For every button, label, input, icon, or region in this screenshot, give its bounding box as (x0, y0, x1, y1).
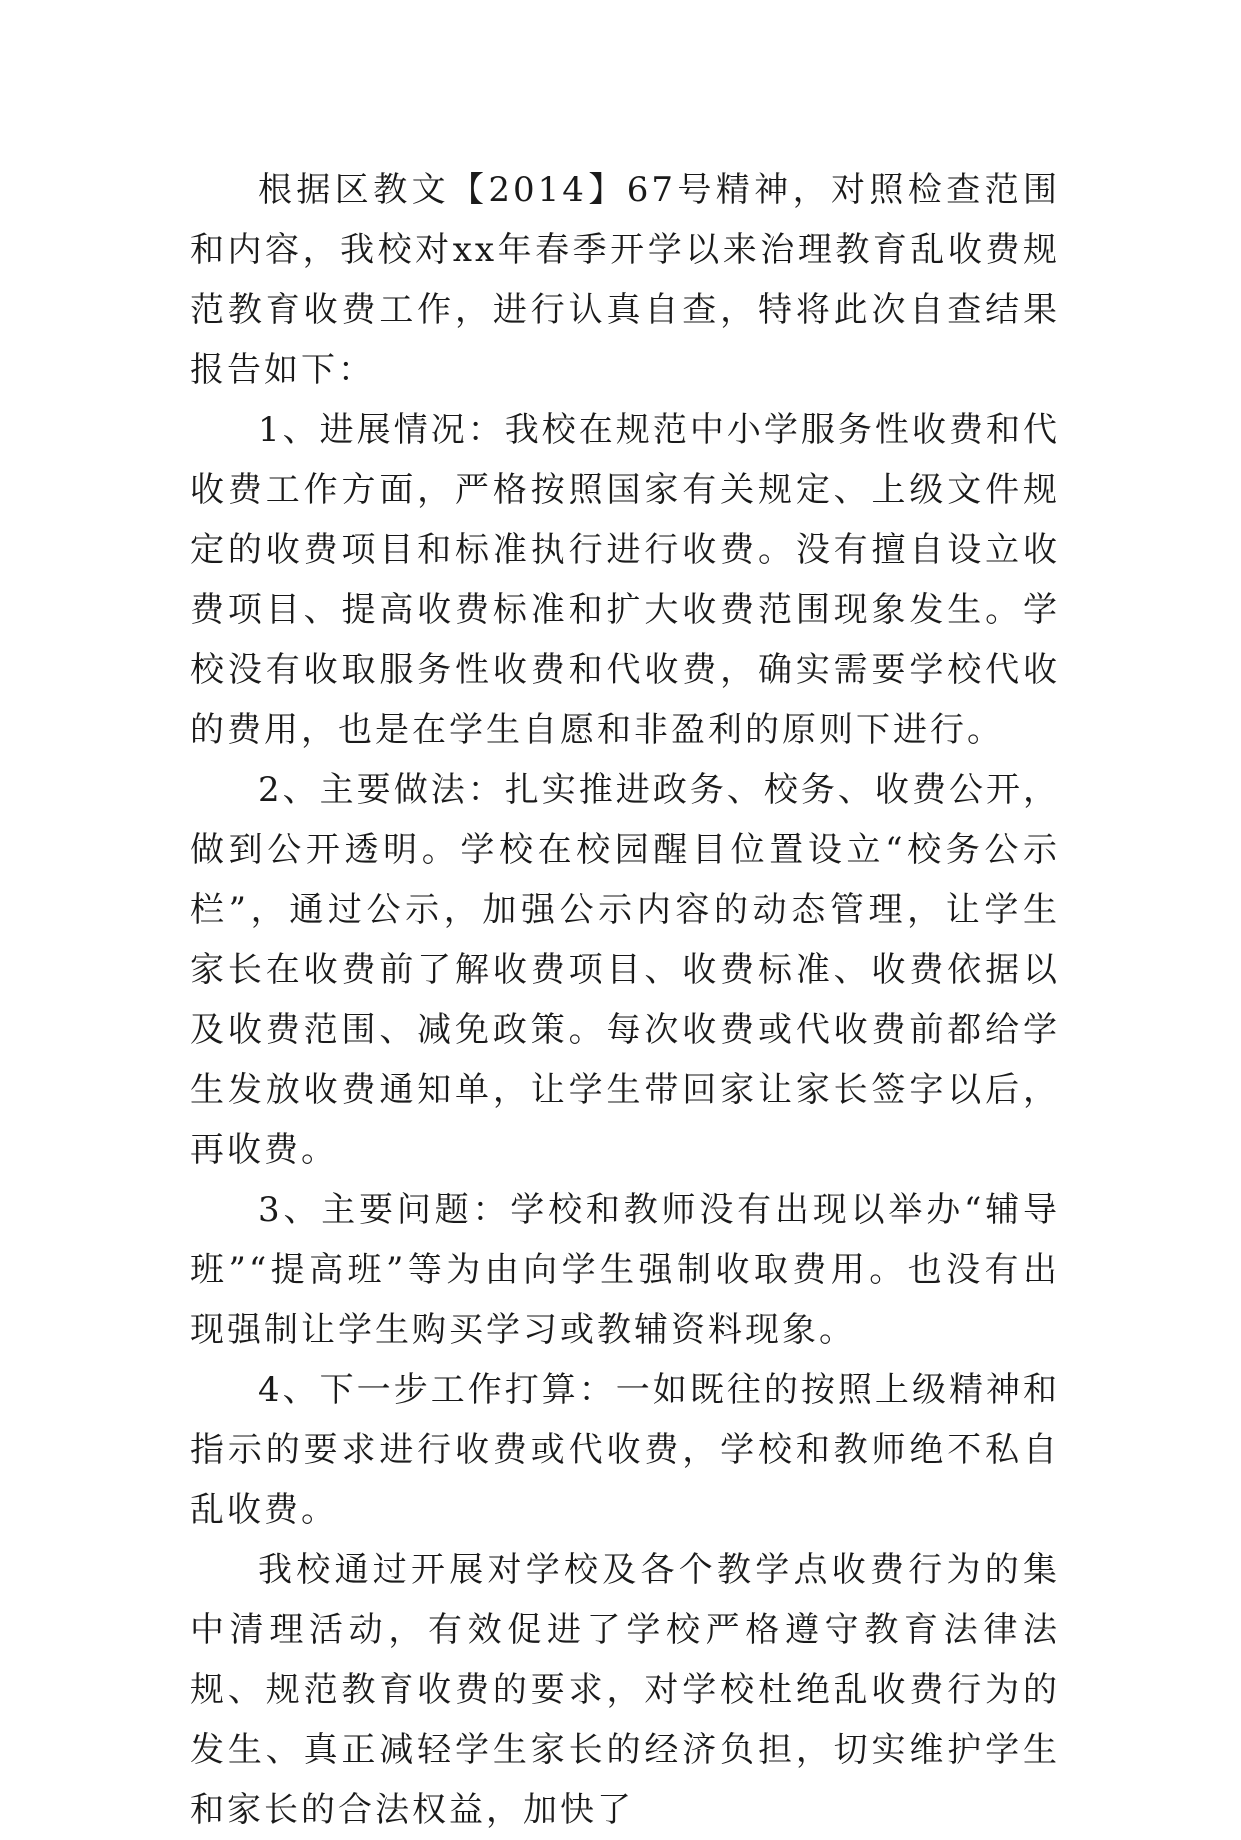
paragraph-conclusion: 我校通过开展对学校及各个教学点收费行为的集中清理活动，有效促进了学校严格遵守教育法律法规、规范教育收费的要求，对学校杜绝乱收费行为的发生、真正减轻学生家长的经济负担，切实维护学生和家长的合法权益，加快了 (190, 1550, 1060, 1830)
paragraph-methods: 2、主要做法：扎实推进政务、校务、收费公开，做到公开透明。学校在校园醒目位置设立“校务公示栏”，通过公示，加强公示内容的动态管理，让学生家长在收费前了解收费项目、收费标准、收费依据以及收费范围、减免政策。每次收费或代收费前都给学生发放收费通知单，让学生带回家让家长签字以后，再收费。 (190, 770, 1060, 1170)
paragraph-problems: 3、主要问题：学校和教师没有出现以举办“辅导班”“提高班”等为由向学生强制收取费用。也没有出现强制让学生购买学习或教辅资料现象。 (190, 1190, 1060, 1350)
paragraph-intro: 根据区教文【2014】67号精神，对照检查范围和内容，我校对xx年春季开学以来治理教育乱收费规范教育收费工作，进行认真自查，特将此次自查结果报告如下： (190, 170, 1060, 390)
document-body (190, 160, 1060, 1840)
paragraph-progress: 1、进展情况：我校在规范中小学服务性收费和代收费工作方面，严格按照国家有关规定、上级文件规定的收费项目和标准执行进行收费。没有擅自设立收费项目、提高收费标准和扩大收费范围现象发生。学校没有收取服务性收费和代收费，确实需要学校代收的费用，也是在学生自愿和非盈利的原则下进行。 (190, 410, 1060, 750)
paragraph-next-steps: 4、下一步工作打算：一如既往的按照上级精神和指示的要求进行收费或代收费，学校和教师绝不私自乱收费。 (190, 1370, 1060, 1530)
